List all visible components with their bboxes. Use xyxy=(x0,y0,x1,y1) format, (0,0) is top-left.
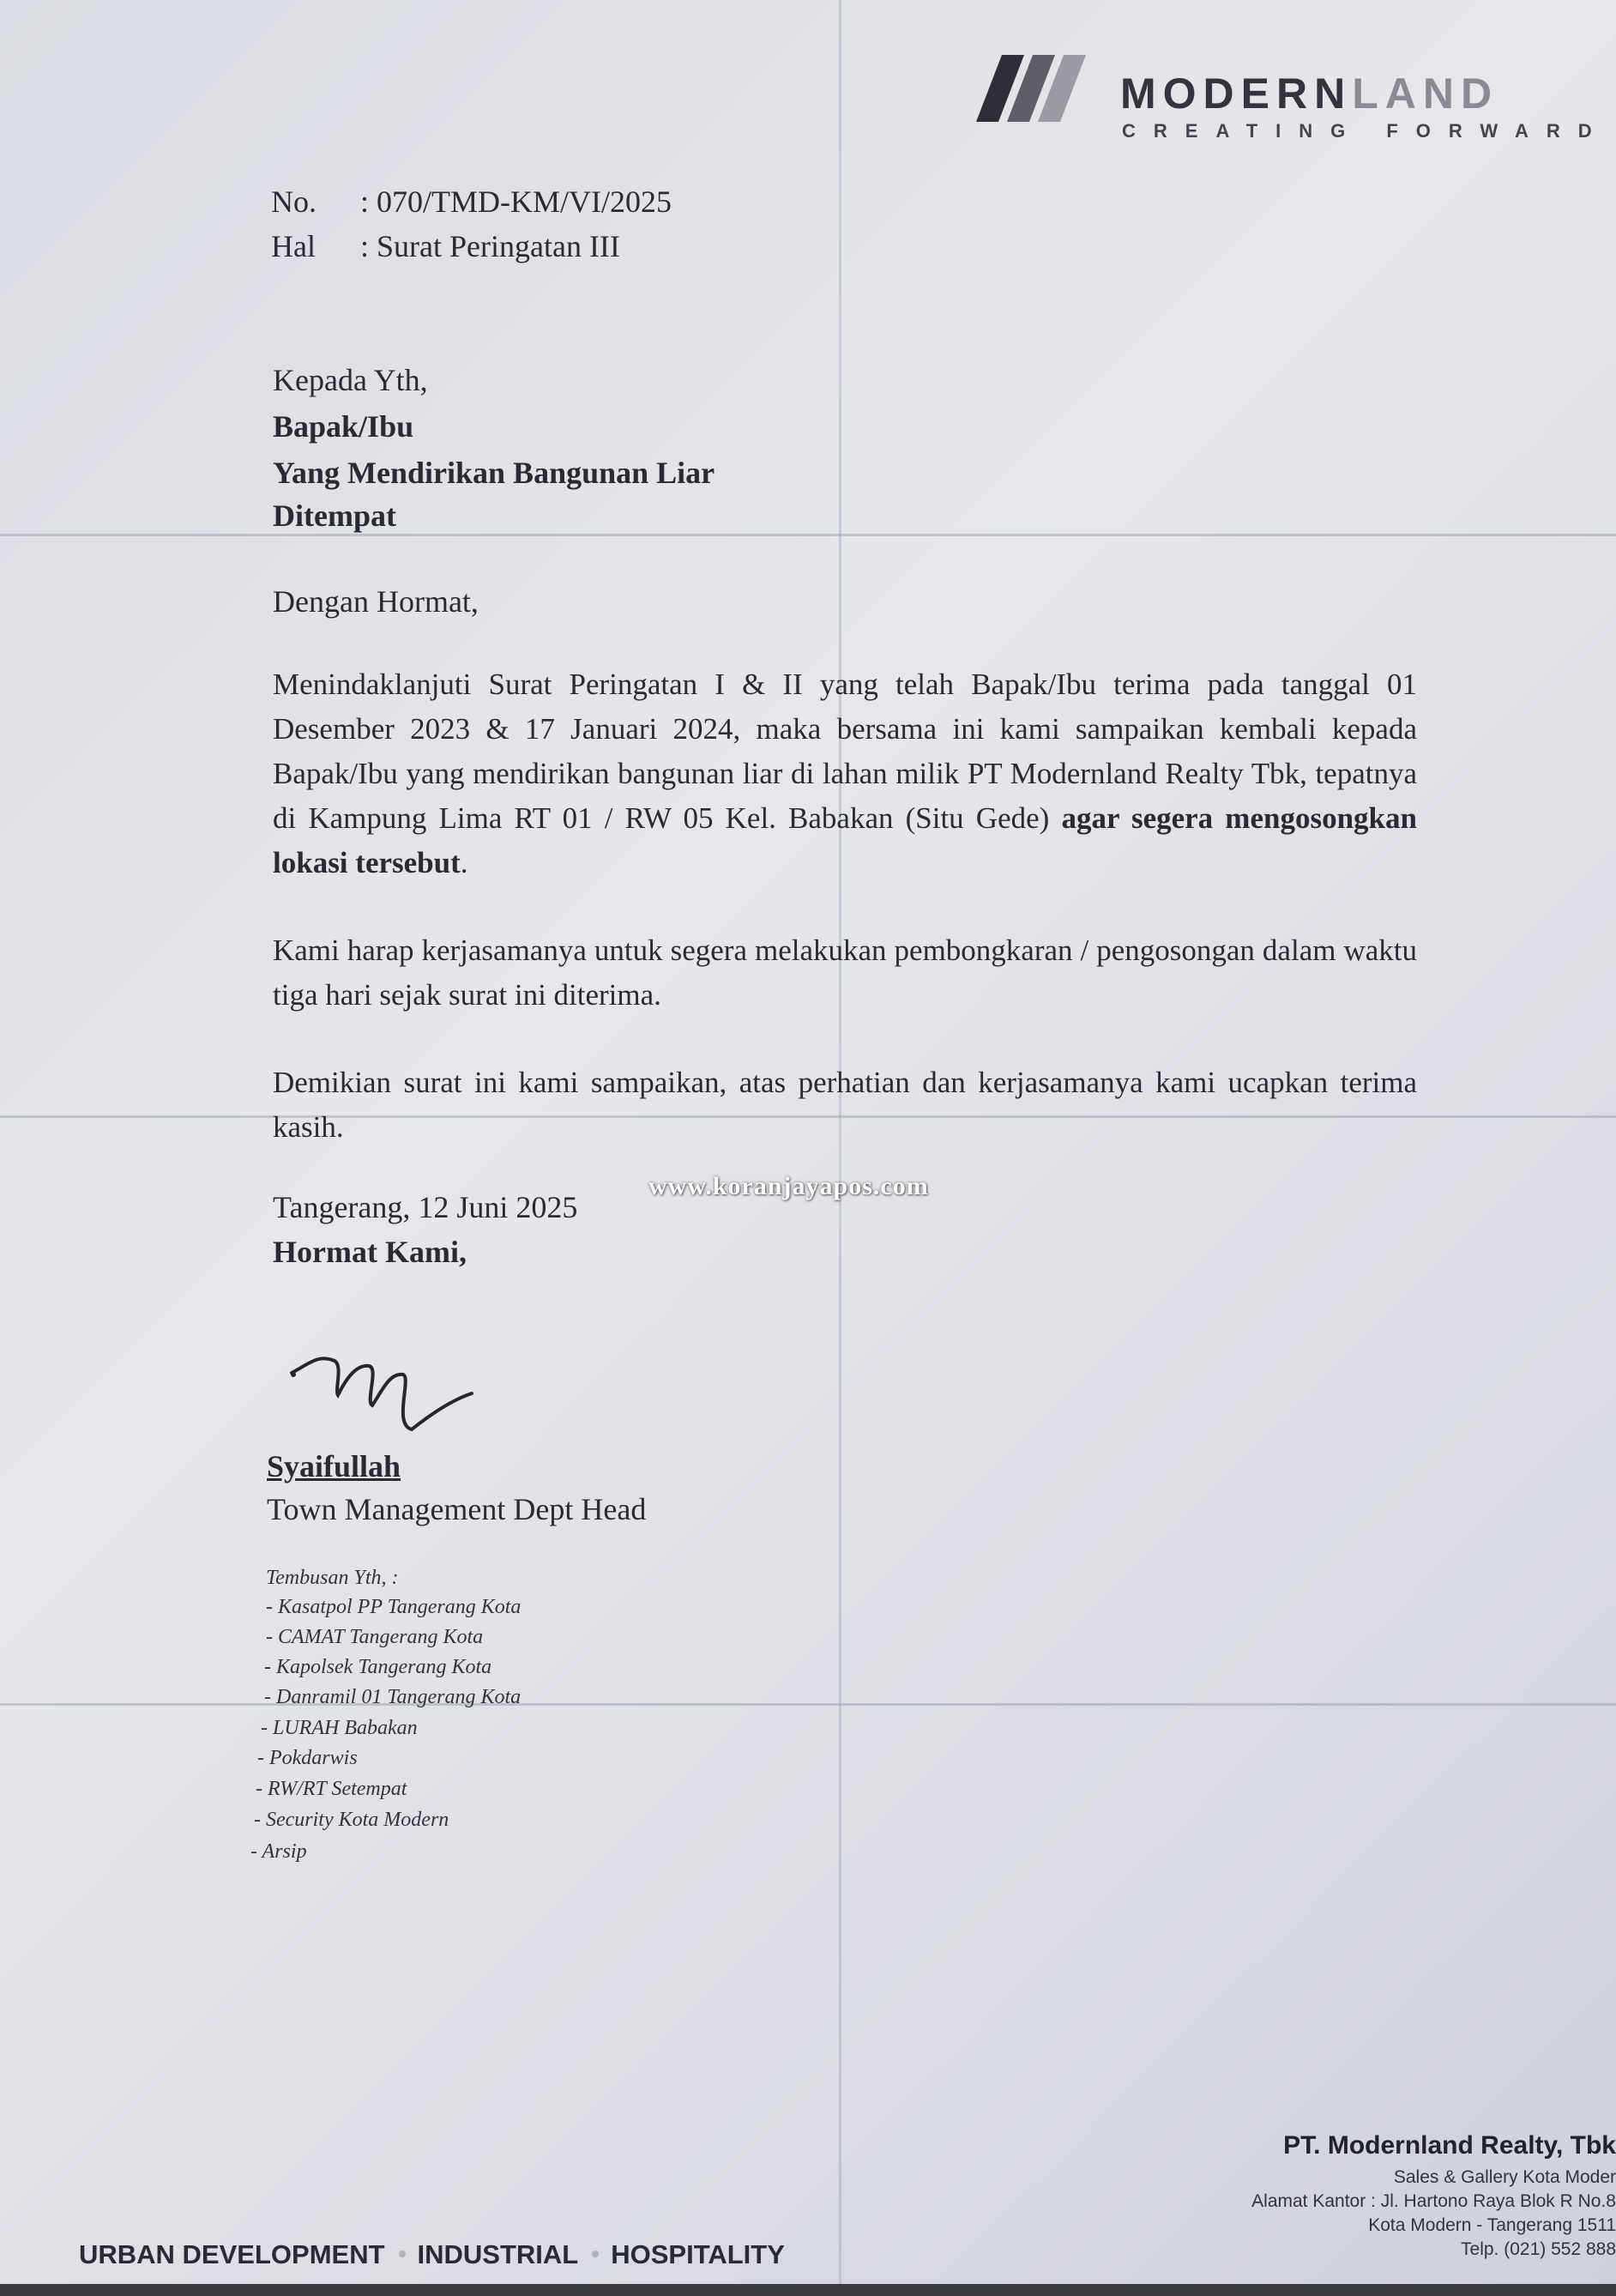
footer-industrial: INDUSTRIAL xyxy=(417,2239,579,2269)
cc-item: - Arsip xyxy=(250,1840,307,1863)
cc-item: - Pokdarwis xyxy=(257,1747,358,1769)
page-bottom-edge xyxy=(0,2284,1616,2296)
footer-hospitality: HOSPITALITY xyxy=(611,2239,785,2269)
letter-subject-row xyxy=(271,228,620,264)
paper-fold-line xyxy=(0,534,1616,536)
logo-word-modern: MODERN xyxy=(1120,69,1353,118)
letter-subject-label: Hal xyxy=(271,229,316,263)
footer-urban-development: URBAN DEVELOPMENT xyxy=(79,2239,385,2269)
website-watermark: www.koranjayapos.com xyxy=(648,1172,929,1200)
logo-tagline: CREATING FORWARD xyxy=(1122,120,1610,142)
separator-dot-icon xyxy=(399,2251,406,2257)
logo-wordmark xyxy=(1120,69,1498,118)
letter-number-value: : 070/TMD-KM/VI/2025 xyxy=(360,184,672,219)
greeting: Dengan Hormat, xyxy=(273,584,479,619)
recipient-line-3: Yang Mendirikan Bangunan Liar xyxy=(273,456,715,490)
company-address-line: Sales & Gallery Kota Moder xyxy=(1393,2167,1616,2187)
logo-word-land: LAND xyxy=(1352,69,1499,118)
cc-item: - Kapolsek Tangerang Kota xyxy=(264,1656,492,1678)
company-address-line: Kota Modern - Tangerang 1511 xyxy=(1368,2215,1616,2235)
paragraph-1-bold-text: agar segera mengosongkan lokasi tersebut xyxy=(273,801,1417,879)
recipient-line-4: Ditempat xyxy=(273,498,396,533)
company-phone: Telp. (021) 552 888 xyxy=(1461,2239,1616,2259)
place-date: Tangerang, 12 Juni 2025 xyxy=(273,1190,578,1224)
closing: Hormat Kami, xyxy=(273,1235,467,1269)
cc-item: - CAMAT Tangerang Kota xyxy=(266,1626,484,1648)
recipient-line-1: Kepada Yth, xyxy=(273,363,428,397)
letter-number-label: No. xyxy=(271,184,317,219)
company-address-line: Alamat Kantor : Jl. Hartono Raya Blok R No.8 xyxy=(1251,2191,1616,2211)
cc-item: - Kasatpol PP Tangerang Kota xyxy=(266,1596,522,1618)
letter-subject-value: : Surat Peringatan III xyxy=(360,229,620,263)
letter-number-row xyxy=(271,184,672,220)
signature-image xyxy=(283,1330,489,1446)
recipient-line-2: Bapak/Ibu xyxy=(273,409,414,444)
cc-item: - Danramil 01 Tangerang Kota xyxy=(264,1686,522,1708)
cc-item: - RW/RT Setempat xyxy=(256,1778,407,1800)
signer-name: Syaifullah xyxy=(267,1449,401,1483)
body-paragraph-3: Demikian surat ini kami sampaikan, atas perhatian dan kerjasamanya kami ucapkan terima kasih. xyxy=(273,1066,1417,1144)
logo-mark-icon xyxy=(976,53,1096,125)
paragraph-1-text: Menindaklanjuti Surat Peringatan I & II yang telah Bapak/Ibu terima pada tanggal 01 Desember 2023 & 17 Januari 2024, maka bersama ini kami sampaikan kembali kepada Bapak/Ibu yang mendirikan bangunan liar di lahan milik PT Modernland Realty Tbk, tepatnya di Kampung Lima RT 01 / RW 05 Kel. Babakan (Situ Gede) xyxy=(273,668,1417,835)
footer-divisions xyxy=(79,2239,785,2270)
separator-dot-icon xyxy=(592,2251,599,2257)
signer-title: Town Management Dept Head xyxy=(267,1492,647,1526)
modernland-logo xyxy=(976,50,1610,153)
paragraph-1-end: . xyxy=(460,846,468,879)
cc-heading: Tembusan Yth, : xyxy=(266,1567,399,1589)
company-name: PT. Modernland Realty, Tbk xyxy=(1283,2131,1616,2160)
body-paragraph-1 xyxy=(273,662,1417,885)
body-paragraph-2: Kami harap kerjasamanya untuk segera melakukan pembongkaran / pengosongan dalam waktu tiga hari sejak surat ini diterima. xyxy=(273,934,1417,1012)
cc-item: - LURAH Babakan xyxy=(261,1717,418,1739)
paper-fold-line xyxy=(0,1703,1616,1706)
cc-item: - Security Kota Modern xyxy=(254,1809,449,1831)
